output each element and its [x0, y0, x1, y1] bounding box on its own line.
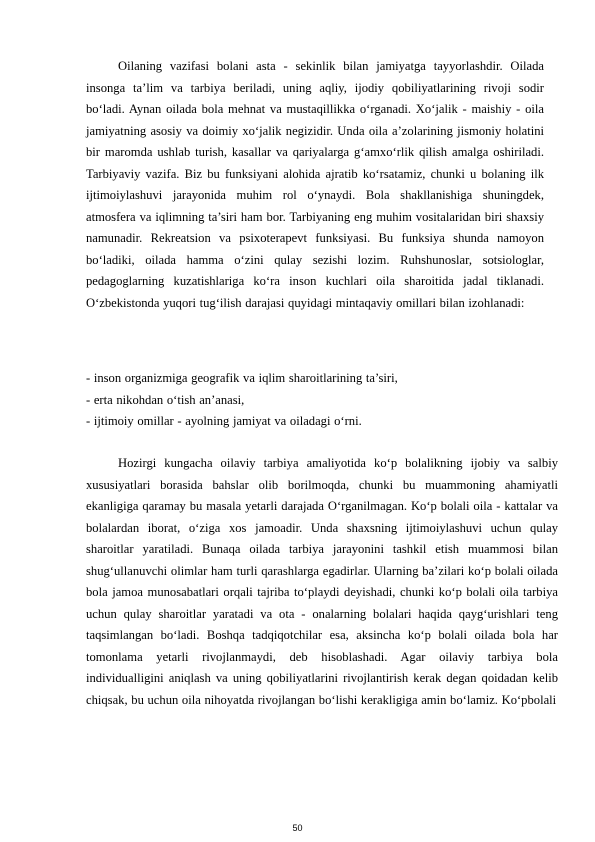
paragraph-text: Hozirgi kungacha oilaviy tarbiya amaliyotida ko‘p bolalikning ijobiy va salbiy xususiyatlari borasida bahslar olib borilmoqda, chunki bu muammoning ahamiyatli ekanligiga qaramay bu masala yetarli darajada O‘rganilmagan. Ko‘p bolali oila - kattalar va bolalardan iborat, o‘ziga xos jamoadir. Unda shaxsning ijtimoiylashuvi uchun qulay sharoitlar yaratiladi. Bunaqa oilada tarbiya jarayonini tashkil etish muammosi bilan shug‘ullanuvchi olimlar ham turli qarashlarga egadirlar. Ularning ba’zilari ko‘p bolali oilada bola jamoa munosabatlari orqali tajriba to‘playdi deyishadi, chunki ko‘p bolali oila tarbiya uchun qulay sharoitlar yaratadi va ota - onalarning bolalari haqida qayg‘urishlari teng taqsimlangan bo‘ladi. Boshqa tadqiqotchilar esa, aksincha ko‘p bolali oilada bola har tomonlama yetarli rivojlanmaydi, deb hisoblashadi. Agar oilaviy tarbiya bola individualligini aniqlash va uning qobiliyatlarini rivojlantirish kerak degan qoidadan kelib chiqsak, bu uchun oila nihoyatda rivojlangan bo‘lishi kerakligiga amin bo‘lamiz. Ko‘pbolali: [86, 456, 558, 707]
paragraph-oilaviy-tarbiya: [86, 453, 558, 711]
page-number: 50: [292, 823, 303, 833]
list-item: - erta nikohdan o‘tish an’anasi,: [86, 392, 245, 407]
paragraph-text: Oilaning vazifasi bolani asta - sekinlik bilan jamiyatga tayyorlashdir. Oilada insonga ta’lim va tarbiya beriladi, uning aqliy, ijodiy qobiliyatlarining rivoji sodir bo‘ladi. Aynan oilada bola mehnat va mustaqillikka o‘rganadi. Xo‘jalik - maishiy - oila jamiyatning asosiy va doimiy xo‘jalik negizidir. Unda oila a’zolarining jismoniy holatini bir maromda ushlab turish, kasallar va qariyalarga g‘amxo‘rlik qilish amalga oshiriladi. Tarbiyaviy vazifa. Biz bu funksiyani alohida ajratib ko‘rsatamiz, chunki u bolaning ilk ijtimoiylashuvi jarayonida muhim rol o‘ynaydi. Bola shakllanishiga shuningdek, atmosfera va iqlimning ta’siri ham bor. Tarbiyaning eng muhim vositalaridan biri shaxsiy namunadir. Rekreatsion va psixoterapevt funksiyasi. Bu funksiya shunda namoyon bo‘ladiki, oilada hamma o‘zini qulay sezishi lozim. Ruhshunoslar, sotsiologlar, pedagoglarning kuzatishlariga ko‘ra inson kuchlari oila sharoitida jadal tiklanadi. O‘zbekistonda yuqori tug‘ilish darajasi quyidagi mintaqaviy omillari bilan izohlanadi:: [86, 59, 544, 310]
factors-list: [86, 368, 544, 433]
list-item: - inson organizmiga geografik va iqlim sharoitlarining ta’siri,: [86, 371, 398, 385]
list-item: - ijtimoiy omillar - ayolning jamiyat va oiladagi o‘rni.: [86, 414, 362, 428]
paragraph-oila-vazifasi: [86, 56, 544, 314]
